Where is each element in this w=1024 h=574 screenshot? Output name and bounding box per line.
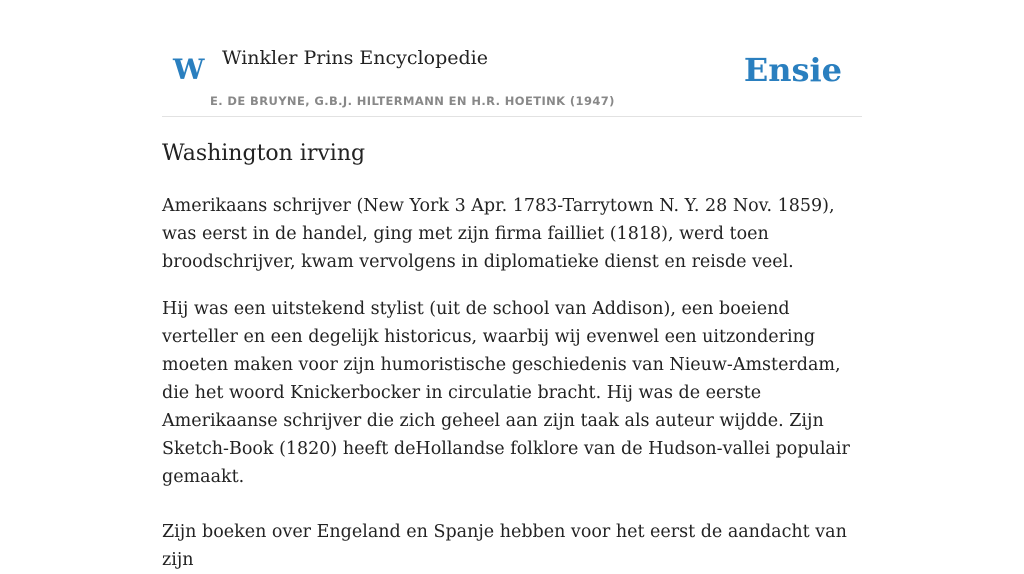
publication-logo[interactable]: W — [173, 53, 205, 86]
publication-authors: E. DE BRUYNE, G.B.J. HILTERMANN EN H.R. HOETINK (1947) — [210, 94, 615, 108]
article-title: Washington irving — [162, 141, 366, 166]
article-paragraph: Hij was een uitstekend stylist (uit de school van Addison), een boeiend verteller en een degelijk historicus, waarbij wij evenwel een uitzondering moeten maken voor zijn humoristische geschiedenis van Nieuw-Amsterdam, die het woord Knickerbocker in circulatie bracht. Hij was de eerste Amerikaanse schrijver die zich geheel aan zijn taak als auteur wijdde. Zijn Sketch-Book (1820) heeft deHollandse folklore van de Hudson-vallei populair gemaakt. — [162, 299, 850, 487]
article — [162, 138, 862, 574]
site-header — [162, 40, 862, 117]
article-paragraph: Amerikaans schrijver (New York 3 Apr. 1783-Tarrytown N. Y. 28 Nov. 1859), was eerst in de handel, ging met zijn firma failliet (1818), werd toen broodschrijver, kwam vervolgens in diplomatieke dienst en reisde veel. — [162, 196, 835, 272]
publication-title[interactable]: Winkler Prins Encyclopedie — [222, 47, 488, 69]
brand-logo[interactable]: Ensie — [743, 51, 842, 89]
article-paragraph: Zijn boeken over Engeland en Spanje hebben voor het eerst de aandacht van zijn — [162, 522, 847, 570]
